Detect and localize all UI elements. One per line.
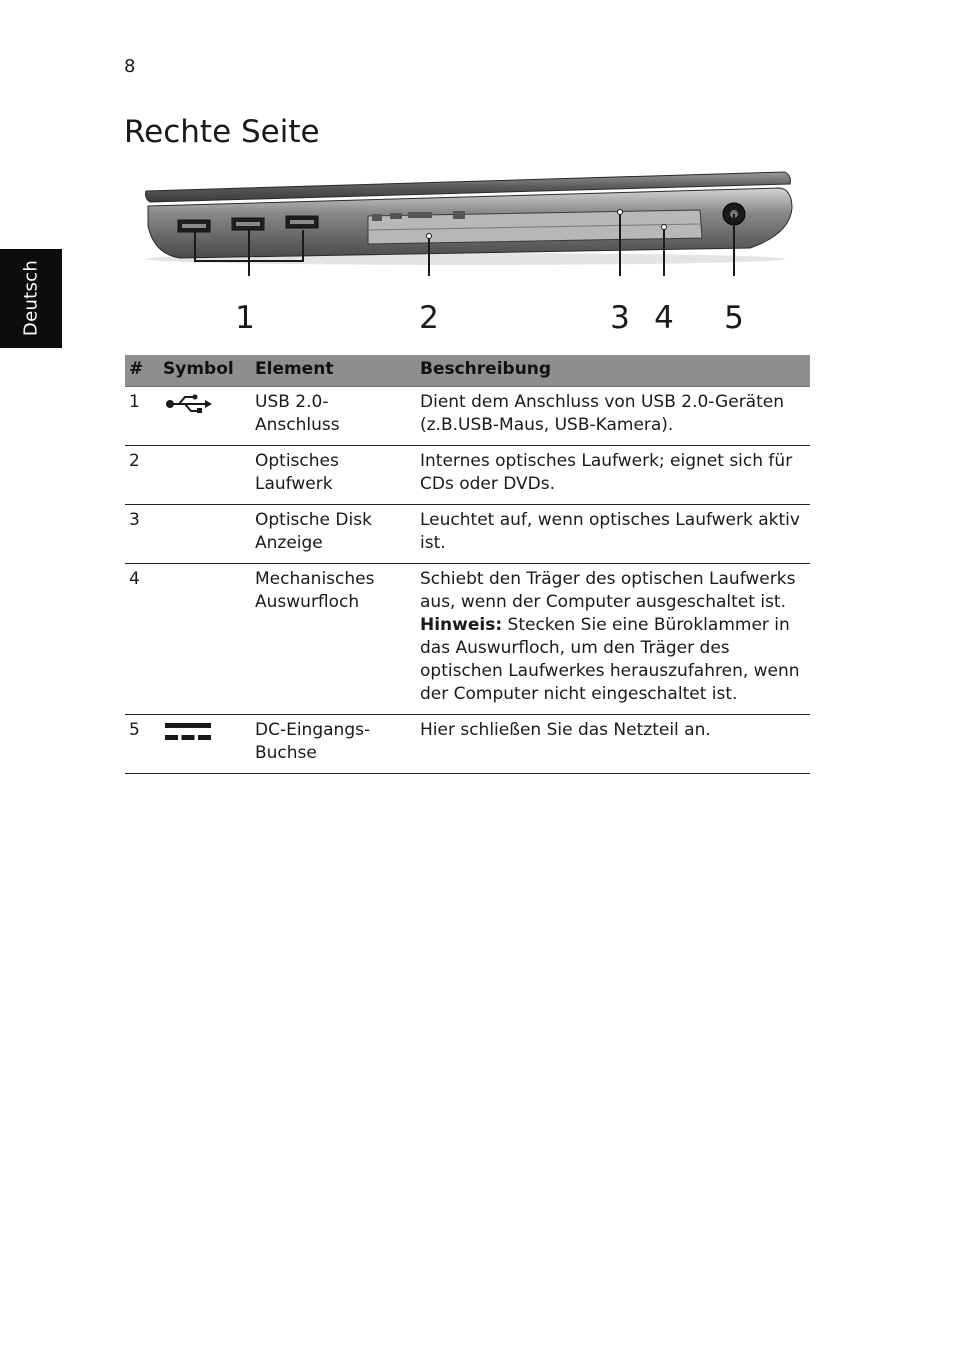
row-element: USB 2.0-Anschluss: [251, 387, 416, 446]
callout-label-1: 1: [235, 300, 255, 336]
callout-dot: [662, 225, 667, 230]
header-description: Beschreibung: [416, 355, 810, 387]
callout-dot: [618, 210, 623, 215]
usb-port-tongue: [290, 220, 314, 224]
usb-icon: [163, 391, 213, 417]
table-row: [125, 387, 810, 446]
side-tab-label: Deutsch: [20, 259, 42, 337]
row-symbol: [159, 564, 251, 715]
row-description: Hier schließen Sie das Netzteil an.: [416, 715, 810, 774]
header-element: Element: [251, 355, 416, 387]
usb-port-tongue: [236, 222, 260, 226]
header-symbol: Symbol: [159, 355, 251, 387]
table-row: [125, 446, 810, 505]
row-element: Optische Disk Anzeige: [251, 505, 416, 564]
disc-logo-icon: [372, 214, 382, 221]
row-symbol: [159, 505, 251, 564]
row-number: 5: [125, 715, 159, 774]
row-description: Leuchtet auf, wenn optisches Laufwerk aktiv ist.: [416, 505, 810, 564]
table-row: [125, 715, 810, 774]
dc-power-icon: [163, 719, 213, 745]
hint-text: Stecken Sie eine Büroklammer in das Auswurfloch, um den Träger des optischen Laufwerkes herauszufahren, wenn der Computer nicht eingeschaltet ist.: [420, 615, 800, 704]
row-number: 1: [125, 387, 159, 446]
callout-label-3: 3: [610, 300, 630, 336]
callout-label-5: 5: [724, 300, 744, 336]
table-header-row: [125, 355, 810, 387]
table-row: [125, 564, 810, 715]
row-element: DC-Eingangs-Buchse: [251, 715, 416, 774]
row-number: 2: [125, 446, 159, 505]
row-symbol: [159, 446, 251, 505]
disc-logo-icon: [453, 211, 465, 219]
table-row: [125, 505, 810, 564]
row-description: Dient dem Anschluss von USB 2.0-Geräten (z.B.USB-Maus, USB-Kamera).: [416, 387, 810, 446]
row-description: [416, 564, 810, 715]
ports-table: [125, 355, 810, 774]
row-symbol: [159, 387, 251, 446]
hint-label: Hinweis:: [420, 615, 503, 635]
page-number: 8: [124, 56, 136, 77]
page-title: Rechte Seite: [124, 114, 320, 150]
row-symbol: [159, 715, 251, 774]
header-number: #: [125, 355, 159, 387]
callout-label-2: 2: [419, 300, 439, 336]
callout-dot: [427, 234, 432, 239]
dvd-logo-icon: [390, 213, 402, 219]
usb-port-tongue: [182, 224, 206, 228]
callout-label-4: 4: [654, 300, 674, 336]
laptop-right-side-illustration: [140, 166, 800, 276]
row-description: Internes optisches Laufwerk; eignet sich für CDs oder DVDs.: [416, 446, 810, 505]
row-element: Optisches Laufwerk: [251, 446, 416, 505]
row-number: 3: [125, 505, 159, 564]
row-number: 4: [125, 564, 159, 715]
description-text: Schiebt den Träger des optischen Laufwerks aus, wenn der Computer ausgeschaltet ist.: [420, 569, 796, 612]
row-element: Mechanisches Auswurfloch: [251, 564, 416, 715]
language-side-tab: [0, 249, 62, 348]
bluray-logo-icon: [408, 212, 432, 218]
